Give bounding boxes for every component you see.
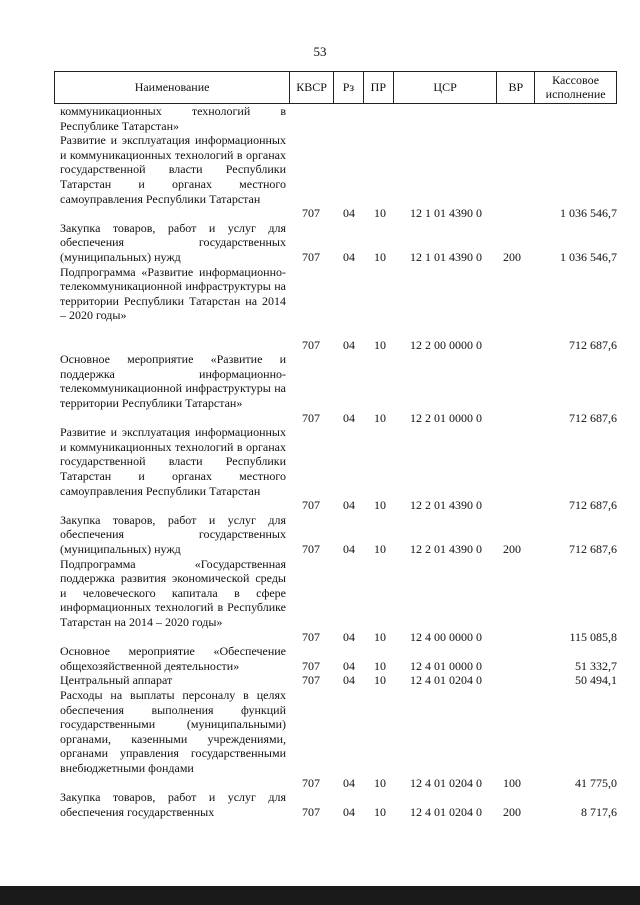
row-rz: 04 [343,629,355,644]
page-number: 53 [313,44,327,59]
row-rz: 04 [343,775,355,790]
row-pr: 10 [374,775,386,790]
row-pr: 10 [374,541,386,556]
row-name: Закупка товаров, работ и услуг для обеспечения государственных (муниципальных) нужд [60,512,286,556]
row-csr: 12 2 01 4390 0 [410,498,482,513]
row-rz: 04 [343,337,355,352]
table-row [0,221,640,265]
row-kvsr: 707 [302,249,320,264]
row-csr: 12 4 01 0204 0 [410,804,482,819]
table-row [0,265,640,353]
header-name: Наименование [55,72,290,103]
row-vr: 200 [503,804,521,819]
row-name: Центральный аппарат [60,673,173,688]
row-rz: 04 [343,804,355,819]
row-rz: 04 [343,249,355,264]
row-amount: 712 687,6 [569,541,617,556]
row-name: Развитие и эксплуатация информационных и коммуникационных технологий в органах государственной власти Республики Татарстан и органах местного самоуправления Республики Татарстан [60,133,286,206]
row-name: Закупка товаров, работ и услуг для обеспечения государственных [60,790,286,819]
header-csr: ЦСР [394,72,498,103]
row-csr: 12 4 00 0000 0 [410,629,482,644]
row-pr: 10 [374,410,386,425]
row-amount: 1 036 546,7 [560,249,617,264]
row-amount: 115 085,8 [569,629,617,644]
row-rz: 04 [343,498,355,513]
row-pr: 10 [374,206,386,221]
header-rz: Рз [334,72,364,103]
row-vr: 200 [503,541,521,556]
row-amount: 712 687,6 [569,337,617,352]
row-csr: 12 1 01 4390 0 [410,249,482,264]
row-pr: 10 [374,673,386,688]
header-kvsr: КВСР [290,72,334,103]
table-row [0,352,640,425]
row-kvsr: 707 [302,775,320,790]
row-csr: 12 4 01 0204 0 [410,673,482,688]
row-kvsr: 707 [302,498,320,513]
row-name: Закупка товаров, работ и услуг для обеспечения государственных (муниципальных) нужд [60,220,286,264]
row-csr: 12 2 00 0000 0 [410,337,482,352]
row-pr: 10 [374,337,386,352]
row-rz: 04 [343,410,355,425]
row-kvsr: 707 [302,658,320,673]
table-row [0,644,640,673]
row-amount: 41 775,0 [575,775,617,790]
row-kvsr: 707 [302,410,320,425]
row-rz: 04 [343,658,355,673]
row-amount: 712 687,6 [569,410,617,425]
row-pr: 10 [374,498,386,513]
row-amount: 1 036 546,7 [560,206,617,221]
table-row [0,104,640,133]
row-name: Развитие и эксплуатация информационных и коммуникационных технологий в органах государственной власти Республики Татарстан и органах местного самоуправления Республики Татарстан [60,425,286,498]
table-row [0,688,640,790]
table-row [0,790,640,819]
row-csr: 12 4 01 0000 0 [410,658,482,673]
row-name: Подпрограмма «Государственная поддержка развития экономической среды и человеческого капитала в сфере информационных технологий в Республике Татарстан на 2014 – 2020 годы» [60,556,286,629]
row-pr: 10 [374,629,386,644]
row-csr: 12 2 01 4390 0 [410,541,482,556]
row-pr: 10 [374,249,386,264]
table-row [0,673,640,688]
row-name: Подпрограмма «Развитие информационно-телекоммуникационной инфраструктуры на территории Республики Татарстан на 2014 – 2020 годы» [60,264,286,323]
row-name: Основное мероприятие «Обеспечение общехозяйственной деятельности» [60,644,286,673]
row-kvsr: 707 [302,673,320,688]
row-kvsr: 707 [302,541,320,556]
row-pr: 10 [374,804,386,819]
table-row [0,513,640,557]
header-kassovoe: Кассовое исполнение [545,73,606,101]
row-amount: 51 332,7 [575,658,617,673]
row-amount: 50 494,1 [575,673,617,688]
scan-edge [0,886,640,905]
row-rz: 04 [343,541,355,556]
table-row [0,133,640,221]
row-kvsr: 707 [302,804,320,819]
row-name: Основное мероприятие «Развитие и поддержка информационно-телекоммуникационной инфраструктуры на территории Республики Татарстан» [60,352,286,410]
row-csr: 12 1 01 4390 0 [410,206,482,221]
table-row [0,557,640,645]
row-amount: 712 687,6 [569,498,617,513]
table-row [0,425,640,513]
row-rz: 04 [343,206,355,221]
row-csr: 12 4 01 0204 0 [410,775,482,790]
row-kvsr: 707 [302,629,320,644]
row-kvsr: 707 [302,206,320,221]
header-vr: ВР [497,72,535,103]
row-kvsr: 707 [302,337,320,352]
row-vr: 200 [503,249,521,264]
row-name: Расходы на выплаты персоналу в целях обеспечения выполнения функций государственными (муниципальными) органами, казенными учреждениями, органами управления государственными внебюджетными фондами [60,687,286,775]
row-csr: 12 2 01 0000 0 [410,410,482,425]
row-amount: 8 717,6 [581,804,617,819]
table-body [0,104,640,819]
row-rz: 04 [343,673,355,688]
header-pr: ПР [364,72,394,103]
row-pr: 10 [374,658,386,673]
table-header [54,71,617,104]
row-vr: 100 [503,775,521,790]
row-name: коммуникационных технологий в Республике Татарстан» [60,104,286,133]
